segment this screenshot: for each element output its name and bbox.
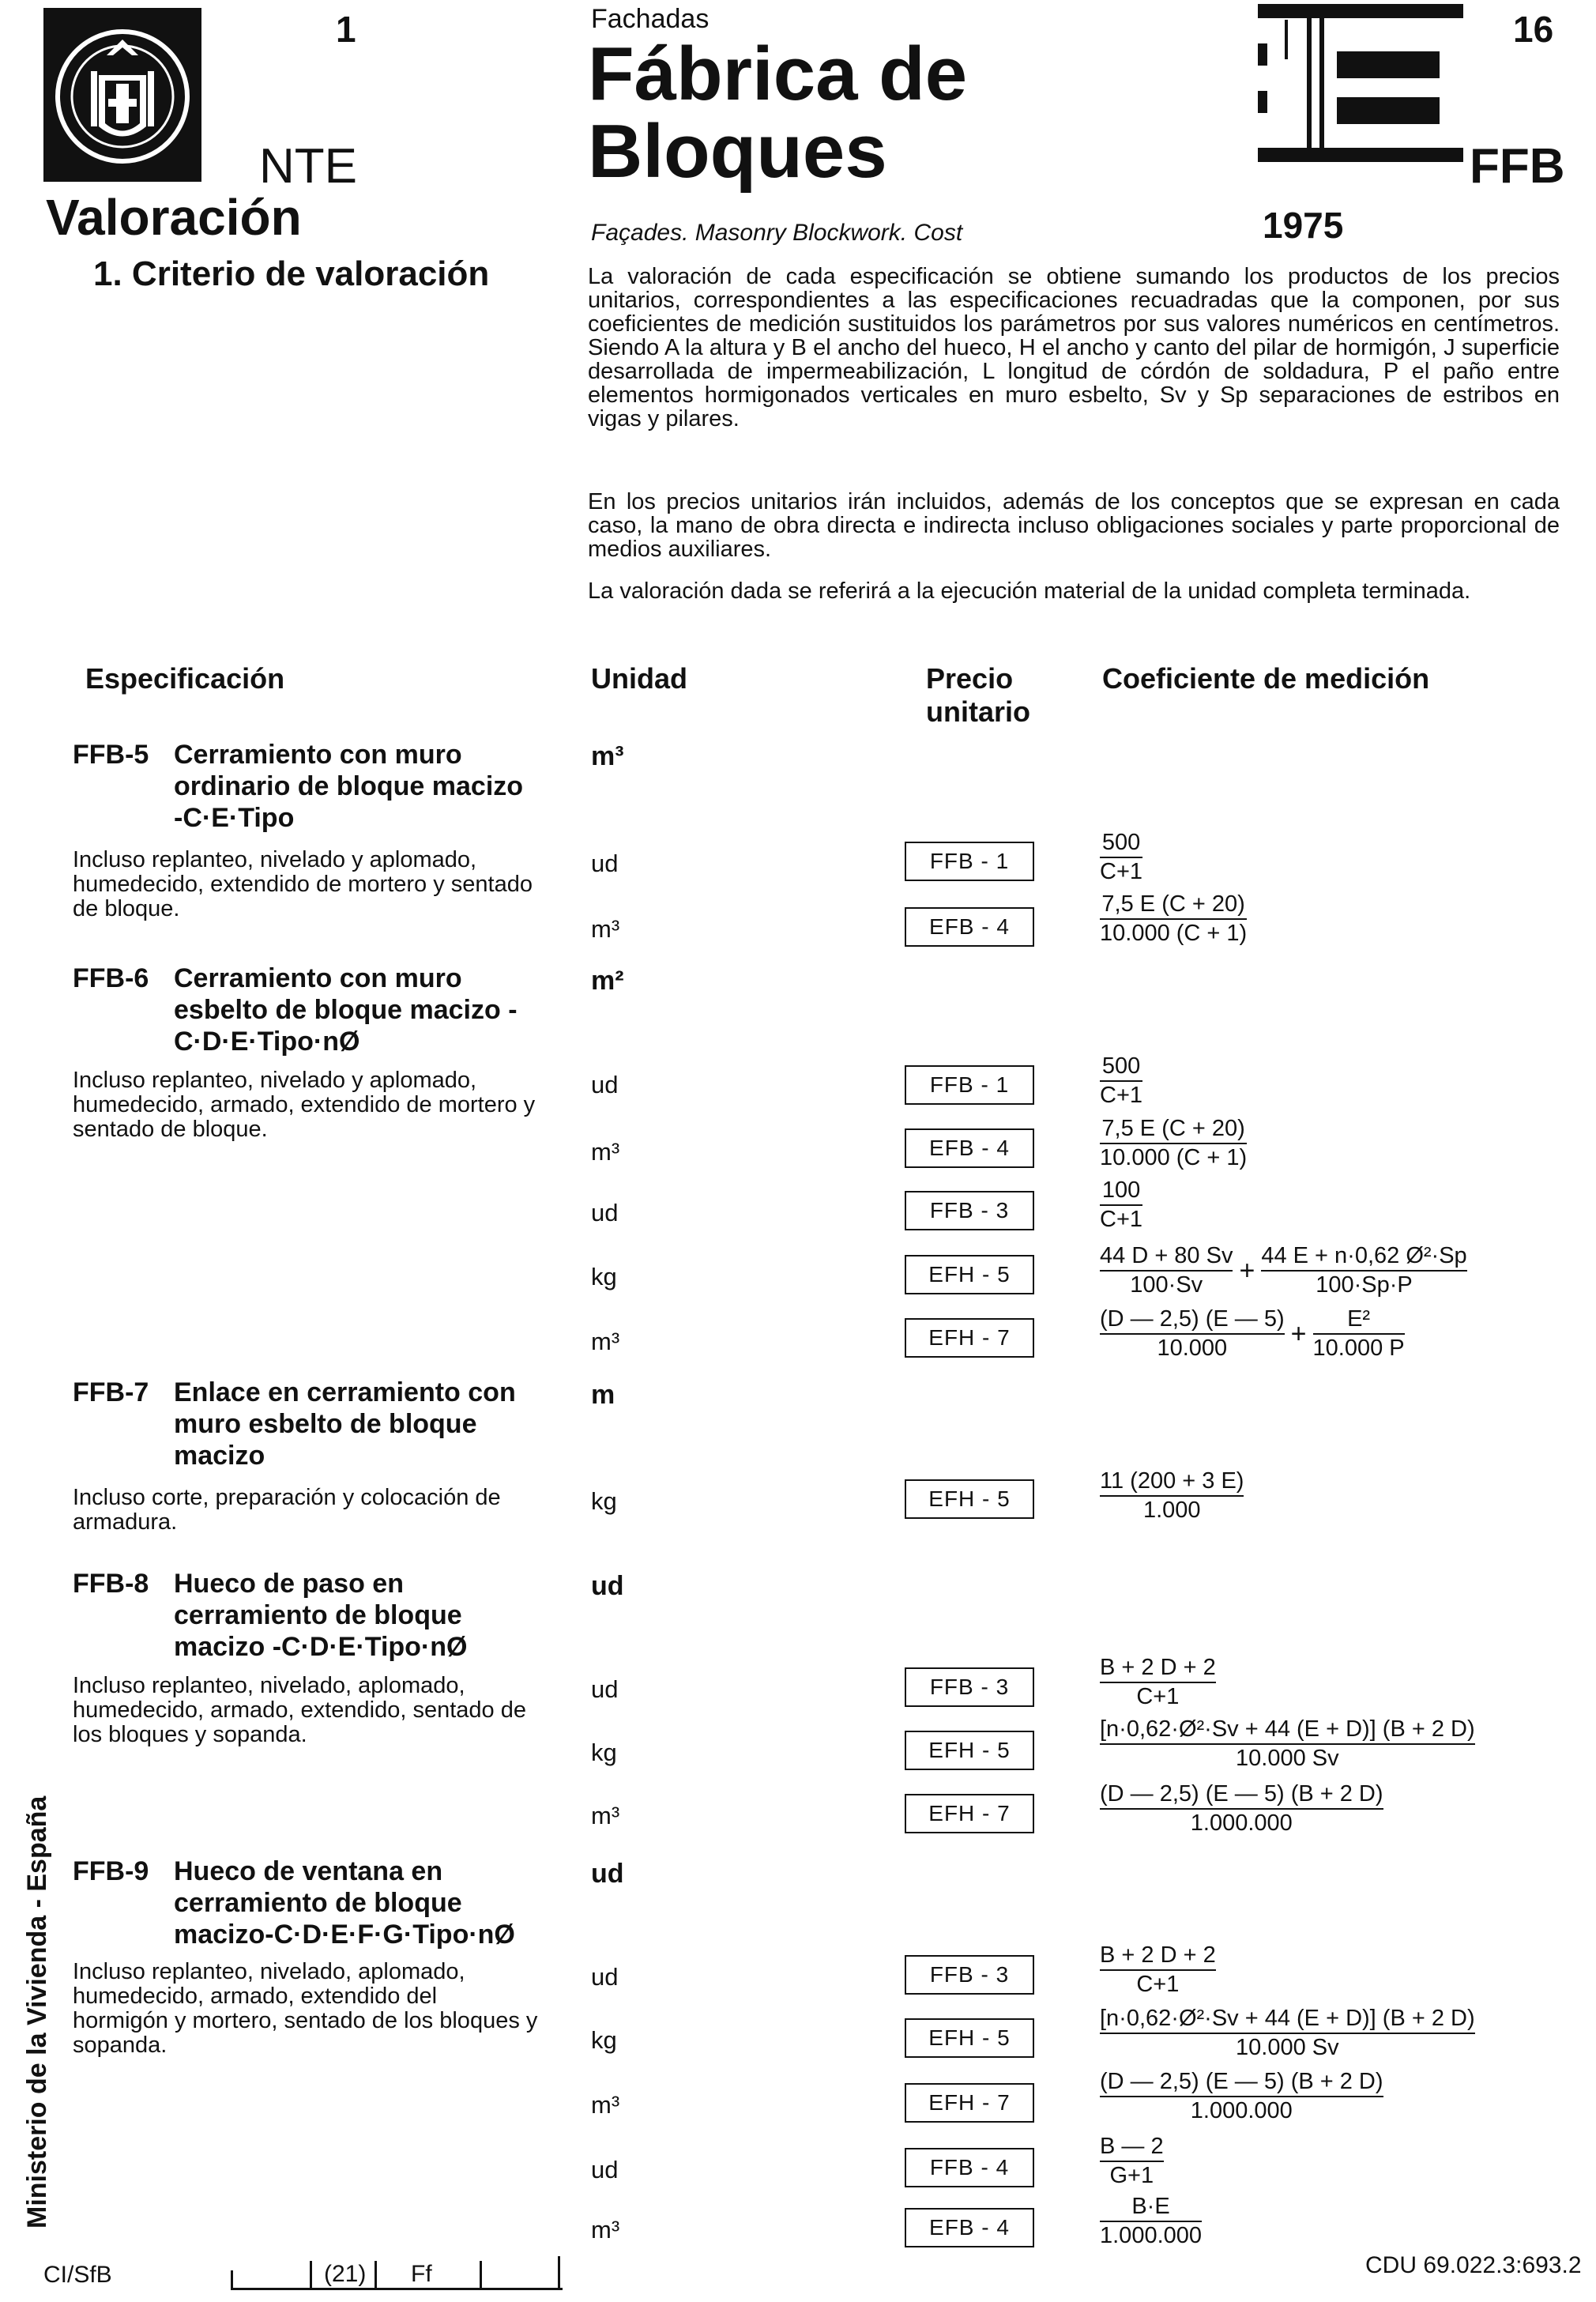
formula-numerator: E² <box>1347 1306 1371 1332</box>
coefficient-formula <box>1100 1942 1216 1998</box>
formula-numerator: 500 <box>1101 830 1141 855</box>
formula-numerator: (D — 2,5) (E — 5) <box>1100 1306 1285 1332</box>
row-unit: m³ <box>591 1328 620 1355</box>
formula-numerator: 7,5 E (C + 20) <box>1101 891 1245 917</box>
formula-numerator: 11 (200 + 3 E) <box>1100 1468 1244 1494</box>
formula-numerator: B — 2 <box>1100 2134 1164 2159</box>
classification-baseline <box>231 2288 563 2290</box>
document-code: FFB <box>1470 139 1565 194</box>
title-line-2: Bloques <box>588 109 887 194</box>
formula-denominator: 1.000.000 <box>1190 1810 1293 1836</box>
row-unit: ud <box>591 1675 619 1703</box>
fraction-bar <box>1261 1270 1466 1272</box>
section-title: Valoración <box>46 189 302 246</box>
price-box: EFB - 4 <box>905 907 1034 947</box>
formula-numerator: B·E <box>1131 2194 1170 2219</box>
nte-logo-mark <box>1258 4 1463 162</box>
classification-bar <box>231 2256 563 2291</box>
price-box: FFB - 4 <box>905 2148 1034 2187</box>
page-number: 1 <box>336 9 356 50</box>
coefficient-formula <box>1100 830 1142 885</box>
row-unit: kg <box>591 2026 617 2054</box>
fraction-bar <box>1313 1333 1405 1335</box>
row-unit: kg <box>591 1487 617 1515</box>
coefficient-formula <box>1100 1177 1142 1233</box>
fraction-bar <box>1100 1682 1216 1683</box>
coefficient-formula <box>1100 1468 1244 1524</box>
price-box: EFH - 7 <box>905 2083 1034 2123</box>
price-box: FFB - 3 <box>905 1667 1034 1707</box>
plus-sign: + <box>1239 1255 1255 1286</box>
classification-code-2: Ff <box>411 2261 432 2287</box>
row-unit: ud <box>591 1199 619 1226</box>
price-box: EFH - 5 <box>905 1731 1034 1770</box>
fraction-bar <box>1100 1143 1247 1144</box>
formula-denominator: C+1 <box>1136 1684 1180 1709</box>
spec-unit: m³ <box>591 741 624 771</box>
column-header-spec: Especificación <box>85 662 285 695</box>
column-header-price <box>926 662 1030 729</box>
intro-paragraph-2: En los precios unitarios irán incluidos, además de los conceptos que se expresan en cada caso, la mano de obra directa e indirecta incluso obligaciones sociales y parte proporcional de medios auxiliares. <box>588 489 1560 562</box>
coefficient-formula <box>1100 1243 1467 1298</box>
price-box: FFB - 3 <box>905 1191 1034 1230</box>
price-box: EFH - 7 <box>905 1318 1034 1358</box>
classification-tick <box>310 2261 312 2289</box>
spec-description: Incluso corte, preparación y colocación de armadura. <box>73 1485 501 1535</box>
spec-unit: ud <box>591 1571 624 1601</box>
intro-paragraph-1: La valoración de cada especificación se obtiene sumando los productos de los precios unitarios, correspondientes a las especificaciones recuadradas que la componen, por sus coeficientes de medición sustituidos los parámetros por sus valores numéricos en centímetros. Siendo A la altura y B el ancho del hueco, H el ancho y canto del pilar de hormigón, J superficie desarrollada de impermeabilización, L longitud de córdón de soldadura, P el paño entre elementos hormigonados verticales en muro esbelto, Sv y Sp separaciones de estribos en vigas y pilares. <box>588 264 1560 431</box>
price-box: EFH - 5 <box>905 2018 1034 2058</box>
spec-description: Incluso replanteo, nivelado, aplomado, humedecido, armado, extendido, sentado de los bloques y sopanda. <box>73 1673 526 1747</box>
row-unit: m³ <box>591 2216 620 2244</box>
fraction-bar <box>1100 1080 1142 1082</box>
plus-sign: + <box>1290 1318 1307 1349</box>
spec-code: FFB-6 <box>73 963 149 993</box>
formula-denominator: 10.000 (C + 1) <box>1100 1145 1248 1170</box>
formula-denominator: C+1 <box>1100 1083 1143 1108</box>
criteria-heading: 1. Criterio de valoración <box>93 254 490 293</box>
column-header-unit: Unidad <box>591 662 687 695</box>
price-header-line-1: Precio <box>926 662 1014 695</box>
formula-term-2 <box>1313 1306 1405 1362</box>
price-box: FFB - 1 <box>905 842 1034 881</box>
formula-numerator: B + 2 D + 2 <box>1100 1655 1216 1680</box>
spec-code: FFB-7 <box>73 1377 149 1407</box>
spec-unit: m² <box>591 966 624 996</box>
row-unit: ud <box>591 1071 619 1098</box>
spec-title: Hueco de ventana en cerramiento de bloque macizo-C·D·E·F·G·Tipo·nØ <box>174 1856 515 1950</box>
fraction-bar <box>1100 1270 1233 1272</box>
classification-code-1: (21) <box>324 2261 367 2287</box>
formula-numerator: [n·0,62·Ø²·Sv + 44 (E + D)] (B + 2 D) <box>1100 2006 1475 2031</box>
fraction-bar <box>1100 1333 1285 1335</box>
cisfb-label: CI/SfB <box>43 2262 112 2288</box>
formula-term-2 <box>1261 1243 1466 1298</box>
formula-denominator: 1.000 <box>1142 1498 1201 1523</box>
formula-denominator: 10.000 (C + 1) <box>1100 921 1248 946</box>
row-unit: m³ <box>591 2091 620 2119</box>
subtitle: Façades. Masonry Blockwork. Cost <box>591 220 963 246</box>
spec-code: FFB-5 <box>73 740 149 770</box>
classification-tick <box>480 2261 482 2289</box>
fraction-bar <box>1100 1808 1383 1810</box>
coefficient-formula <box>1100 891 1247 947</box>
cdu-code: CDU 69.022.3:693.2 <box>1365 2252 1582 2278</box>
coefficient-formula <box>1100 1116 1247 1171</box>
coefficient-formula <box>1100 1306 1405 1362</box>
price-box: FFB - 3 <box>905 1955 1034 1995</box>
spec-code: FFB-8 <box>73 1569 149 1599</box>
column-header-coef: Coeficiente de medición <box>1102 662 1430 695</box>
spec-description: Incluso replanteo, nivelado y aplomado, humedecido, extendido de mortero y sentado de bloque. <box>73 847 533 921</box>
formula-denominator: 10.000 Sv <box>1236 1746 1339 1771</box>
formula-denominator: C+1 <box>1136 1972 1180 1997</box>
coefficient-formula <box>1100 2134 1164 2189</box>
price-box: EFH - 5 <box>905 1479 1034 1519</box>
spec-title: Cerramiento con muro esbelto de bloque macizo -C·D·E·Tipo·nØ <box>174 963 518 1057</box>
coefficient-formula <box>1100 2006 1475 2061</box>
fraction-bar <box>1100 2033 1475 2034</box>
spec-unit: ud <box>591 1859 624 1889</box>
formula-numerator: 500 <box>1101 1053 1141 1079</box>
document-number: 16 <box>1513 9 1554 50</box>
category-label: Fachadas <box>591 4 710 34</box>
spec-unit: m <box>591 1380 615 1410</box>
price-box: EFB - 4 <box>905 2208 1034 2247</box>
formula-denominator: 10.000 P <box>1312 1336 1405 1361</box>
classification-tick <box>231 2270 233 2289</box>
fraction-bar <box>1100 1204 1142 1206</box>
series-label: NTE <box>259 139 357 194</box>
formula-denominator: 1.000.000 <box>1100 2223 1203 2248</box>
fraction-bar <box>1100 857 1142 858</box>
formula-denominator: 1.000.000 <box>1190 2098 1293 2123</box>
row-unit: m³ <box>591 915 620 943</box>
price-box: EFB - 4 <box>905 1128 1034 1168</box>
year: 1975 <box>1263 205 1344 246</box>
spec-title: Enlace en cerramiento con muro esbelto de bloque macizo <box>174 1377 516 1471</box>
formula-denominator: C+1 <box>1100 1207 1143 1232</box>
formula-numerator: 44 D + 80 Sv <box>1100 1243 1233 1268</box>
fraction-bar <box>1100 1969 1216 1971</box>
formula-denominator: 10.000 Sv <box>1236 2035 1339 2060</box>
intro-paragraph-3: La valoración dada se referirá a la ejecución material de la unidad completa terminada. <box>588 578 1471 604</box>
ministry-emblem <box>43 8 201 182</box>
row-unit: ud <box>591 1963 619 1991</box>
row-unit: m³ <box>591 1802 620 1829</box>
page-title <box>588 32 968 194</box>
spec-description: Incluso replanteo, nivelado y aplomado, humedecido, armado, extendido de mortero y sentado de bloque. <box>73 1068 536 1142</box>
formula-numerator: 7,5 E (C + 20) <box>1101 1116 1245 1141</box>
formula-denominator: 100·Sp·P <box>1316 1272 1413 1298</box>
formula-numerator: (D — 2,5) (E — 5) (B + 2 D) <box>1100 1781 1383 1807</box>
row-unit: ud <box>591 850 619 877</box>
coefficient-formula <box>1100 1716 1475 1772</box>
fraction-bar <box>1100 2221 1202 2222</box>
formula-term-1 <box>1100 1306 1285 1362</box>
formula-numerator: 44 E + n·0,62 Ø²·Sp <box>1261 1243 1467 1268</box>
spec-code: FFB-9 <box>73 1856 149 1886</box>
formula-denominator: G+1 <box>1109 2163 1154 2188</box>
fraction-bar <box>1100 918 1247 920</box>
fraction-bar <box>1100 1743 1475 1745</box>
title-line-1: Fábrica de <box>588 32 968 116</box>
spec-title: Cerramiento con muro ordinario de bloque macizo -C·E·Tipo <box>174 740 524 833</box>
classification-tick <box>558 2256 560 2289</box>
row-unit: kg <box>591 1739 617 1766</box>
price-box: EFH - 7 <box>905 1794 1034 1833</box>
fraction-bar <box>1100 2161 1164 2162</box>
fraction-bar <box>1100 1495 1244 1497</box>
row-unit: m³ <box>591 1138 620 1166</box>
coefficient-formula <box>1100 2194 1202 2249</box>
price-box: FFB - 1 <box>905 1065 1034 1105</box>
spec-title: Hueco de paso en cerramiento de bloque macizo -C·D·E·Tipo·nØ <box>174 1569 468 1662</box>
publisher-side-text: Ministerio de la Vivienda - España <box>22 1795 52 2229</box>
row-unit: kg <box>591 1263 617 1290</box>
formula-numerator: B + 2 D + 2 <box>1100 1942 1216 1968</box>
row-unit: ud <box>591 2156 619 2183</box>
classification-tick <box>375 2261 377 2289</box>
formula-denominator: 100·Sv <box>1130 1272 1203 1298</box>
formula-term-1 <box>1100 1243 1233 1298</box>
formula-numerator: 100 <box>1101 1177 1141 1203</box>
coefficient-formula <box>1100 1781 1383 1837</box>
coefficient-formula <box>1100 2069 1383 2124</box>
fraction-bar <box>1100 2096 1383 2097</box>
formula-denominator: C+1 <box>1100 859 1143 884</box>
price-box: EFH - 5 <box>905 1255 1034 1294</box>
price-header-line-2: unitario <box>926 695 1030 728</box>
coefficient-formula <box>1100 1053 1142 1109</box>
coefficient-formula <box>1100 1655 1216 1710</box>
formula-numerator: (D — 2,5) (E — 5) (B + 2 D) <box>1100 2069 1383 2094</box>
formula-numerator: [n·0,62·Ø²·Sv + 44 (E + D)] (B + 2 D) <box>1100 1716 1475 1742</box>
spec-description: Incluso replanteo, nivelado, aplomado, humedecido, armado, extendido del hormigón y mortero, sentado de los bloques y sopanda. <box>73 1959 538 2058</box>
formula-denominator: 10.000 <box>1157 1336 1228 1361</box>
